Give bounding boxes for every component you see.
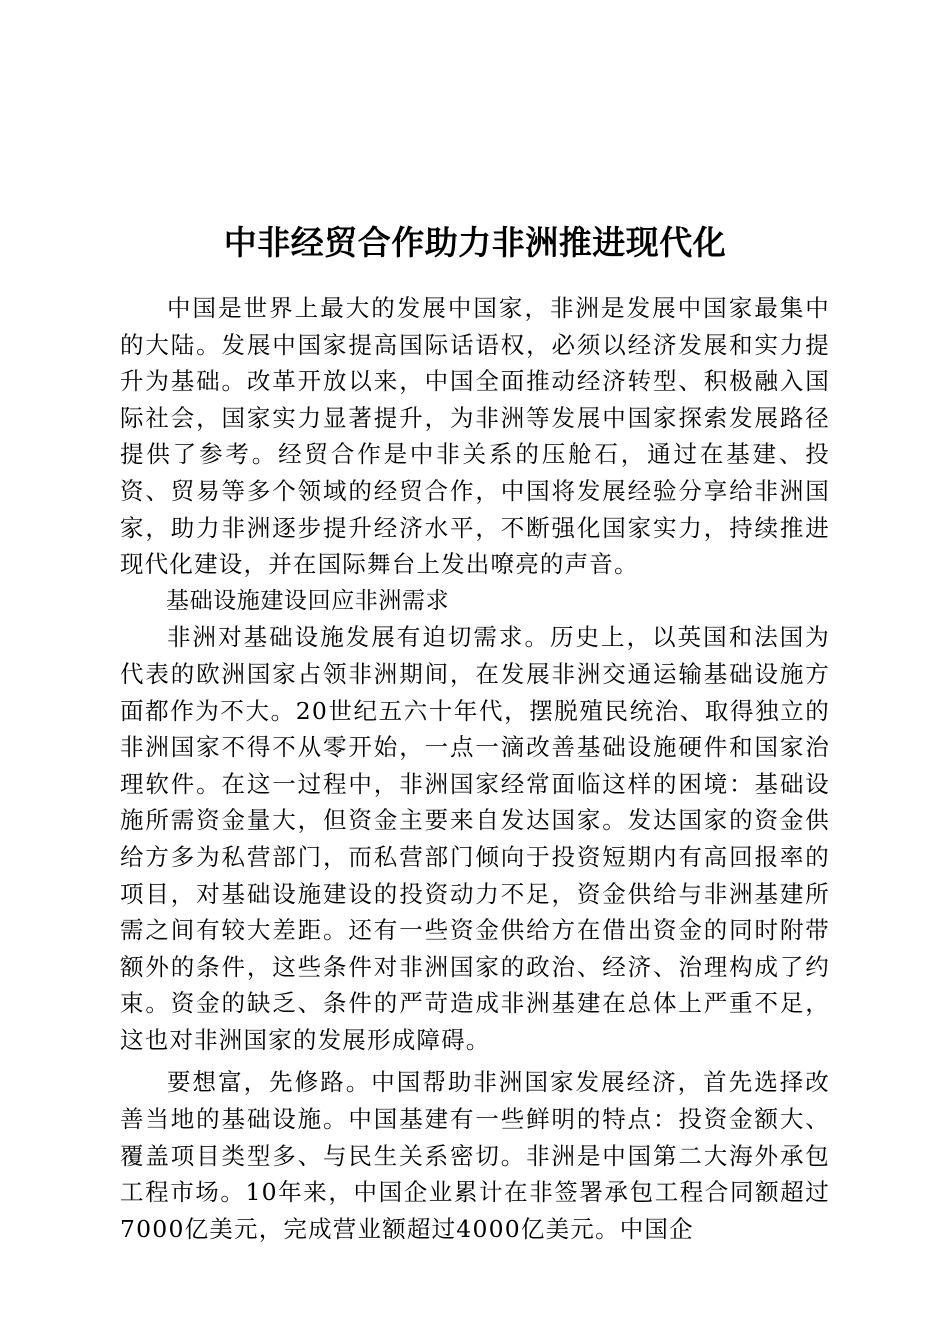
paragraph-infrastructure-needs: 非洲对基础设施发展有迫切需求。历史上，以英国和法国为代表的欧洲国家占领非洲期间，在发展非洲交通运输基础设施方面都作为不大。20世纪五六十年代，摆脱殖民统治、取得独立的非洲国家不得不从零开始，一点一滴改善基础设施硬件和国家治理软件。在这一过程中，非洲国家经常面临这样的困境：基础设施所需资金量大，但资金主要来自发达国家。发达国家的资金供给方多为私营部门，而私营部门倾向于投资短期内有高回报率的项目，对基础设施建设的投资动力不足，资金供给与非洲基建所需之间有较大差距。还有一些资金供给方在借出资金的同时附带额外的条件，这些条件对非洲国家的政治、经济、治理构成了约束。资金的缺乏、条件的严苛造成非洲基建在总体上严重不足，这也对非洲国家的发展形成障碍。 bbox=[120, 623, 830, 1054]
section-heading: 基础设施建设回应非洲需求 bbox=[166, 587, 450, 614]
paragraph-china-infrastructure: 要想富，先修路。中国帮助非洲国家发展经济，首先选择改善当地的基础设施。中国基建有一些鲜明的特点：投资金额大、覆盖项目类型多、与民生关系密切。非洲是中国第二大海外承包工程市场。10年来，中国企业累计在非签署承包工程合同额超过7000亿美元，完成营业额超过4000亿美元。中国企 bbox=[120, 1068, 830, 1243]
document-title: 中非经贸合作助力非洲推进现代化 bbox=[223, 223, 727, 263]
document-body bbox=[120, 290, 830, 1247]
paragraph-intro: 中国是世界上最大的发展中国家，非洲是发展中国家最集中的大陆。发展中国家提高国际话语权，必须以经济发展和实力提升为基础。改革开放以来，中国全面推动经济转型、积极融入国际社会，国家实力显著提升，为非洲等发展中国家探索发展路径提供了参考。经贸合作是中非关系的压舱石，通过在基建、投资、贸易等多个领域的经贸合作，中国将发展经验分享给非洲国家，助力非洲逐步提升经济水平，不断强化国家实力，持续推进现代化建设，并在国际舞台上发出嘹亮的声音。 bbox=[120, 294, 830, 579]
